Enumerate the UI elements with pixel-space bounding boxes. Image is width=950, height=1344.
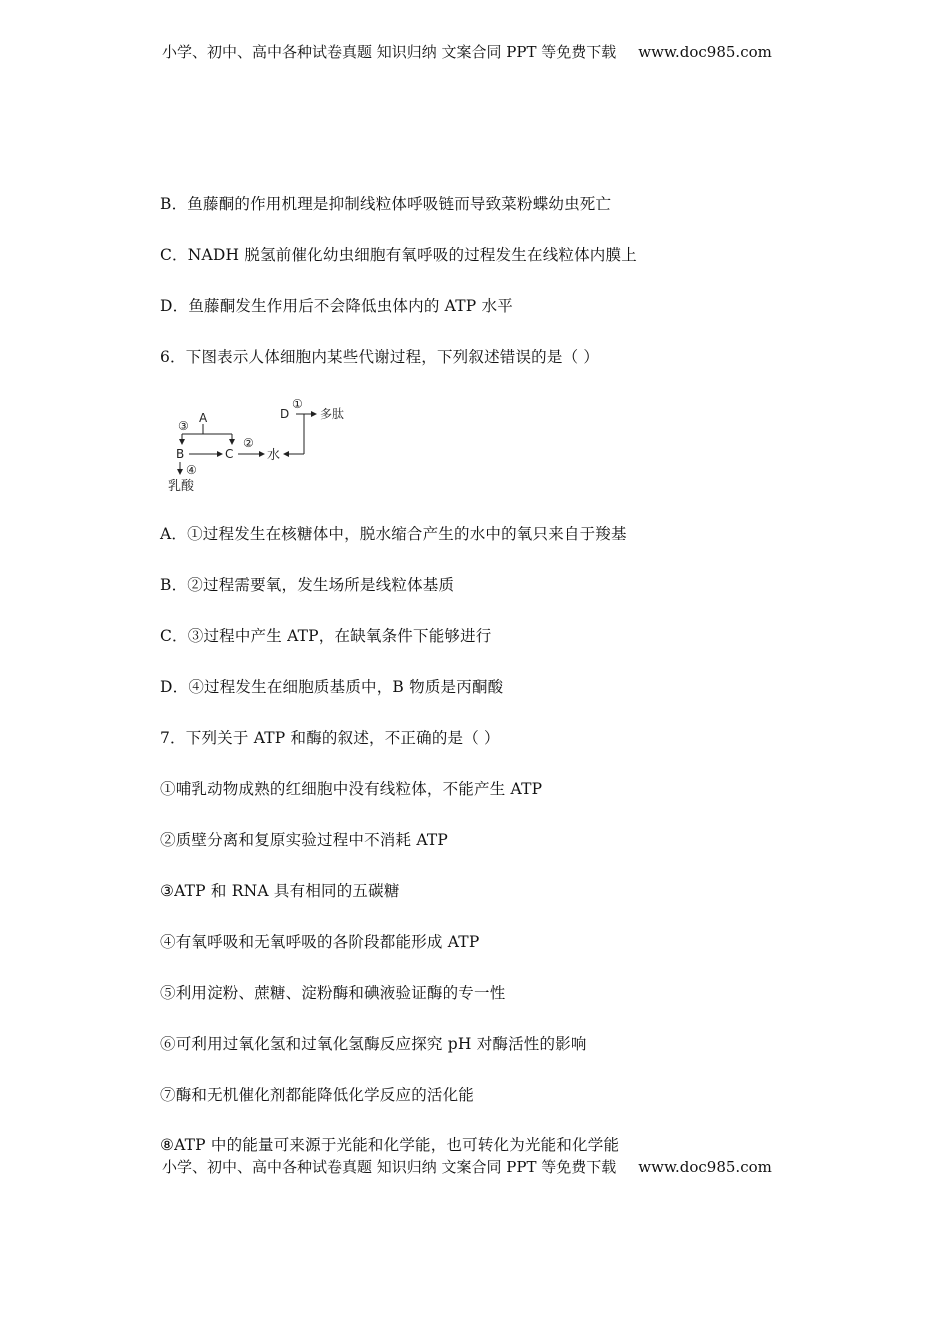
node-d: D: [280, 407, 290, 421]
node-peptide: 多肽: [320, 407, 345, 421]
footer-slogan: 小学、初中、高中各种试卷真题 知识归纳 文案合同 PPT 等免费下载: [162, 1158, 617, 1176]
q6-option-c: C．③过程中产生 ATP，在缺氧条件下能够进行: [160, 627, 492, 645]
node-lactic-acid: 乳酸: [168, 479, 195, 494]
process-3-label: ③: [178, 419, 189, 433]
node-water: 水: [267, 448, 281, 463]
q5-option-b: B．鱼藤酮的作用机理是抑制线粒体呼吸链而导致菜粉蝶幼虫死亡: [160, 195, 612, 213]
q7-item: ⑤利用淀粉、蔗糖、淀粉酶和碘液验证酶的专一性: [160, 984, 506, 1002]
metabolism-diagram: [160, 392, 360, 496]
page-header: [162, 41, 772, 62]
q7-item: ④有氧呼吸和无氧呼吸的各阶段都能形成 ATP: [160, 933, 480, 951]
node-a: A: [199, 411, 208, 425]
q6-option-a: A．①过程发生在核糖体中，脱水缩合产生的水中的氧只来自于羧基: [160, 525, 627, 543]
process-1-label: ①: [292, 397, 303, 411]
q5-option-d: D．鱼藤酮发生作用后不会降低虫体内的 ATP 水平: [160, 297, 513, 315]
process-2-label: ②: [243, 436, 254, 450]
q7-item: ⑧ATP 中的能量可来源于光能和化学能，也可转化为光能和化学能: [160, 1136, 620, 1154]
process-4-label: ④: [186, 463, 197, 477]
footer-url[interactable]: www.doc985.com: [638, 1158, 772, 1176]
node-b: B: [176, 447, 185, 461]
q7-stem: 7．下列关于 ATP 和酶的叙述，不正确的是（ ）: [160, 729, 500, 747]
q7-item: ①哺乳动物成熟的红细胞中没有线粒体，不能产生 ATP: [160, 780, 543, 798]
node-c: C: [225, 447, 234, 461]
q6-option-b: B．②过程需要氧，发生场所是线粒体基质: [160, 576, 455, 594]
q7-item: ⑦酶和无机催化剂都能降低化学反应的活化能: [160, 1086, 475, 1104]
q6-stem: 6．下图表示人体细胞内某些代谢过程，下列叙述错误的是（ ）: [160, 348, 600, 366]
header-slogan: 小学、初中、高中各种试卷真题 知识归纳 文案合同 PPT 等免费下载: [162, 43, 617, 61]
q5-option-c: C．NADH 脱氢前催化幼虫细胞有氧呼吸的过程发生在线粒体内膜上: [160, 246, 637, 264]
q7-item: ⑥可利用过氧化氢和过氧化氢酶反应探究 pH 对酶活性的影响: [160, 1035, 587, 1053]
q7-item: ③ATP 和 RNA 具有相同的五碳糖: [160, 882, 400, 900]
page-footer: [162, 1156, 772, 1177]
header-url[interactable]: www.doc985.com: [638, 43, 772, 61]
q7-item: ②质壁分离和复原实验过程中不消耗 ATP: [160, 831, 449, 849]
q6-option-d: D．④过程发生在细胞质基质中，B 物质是丙酮酸: [160, 678, 504, 696]
